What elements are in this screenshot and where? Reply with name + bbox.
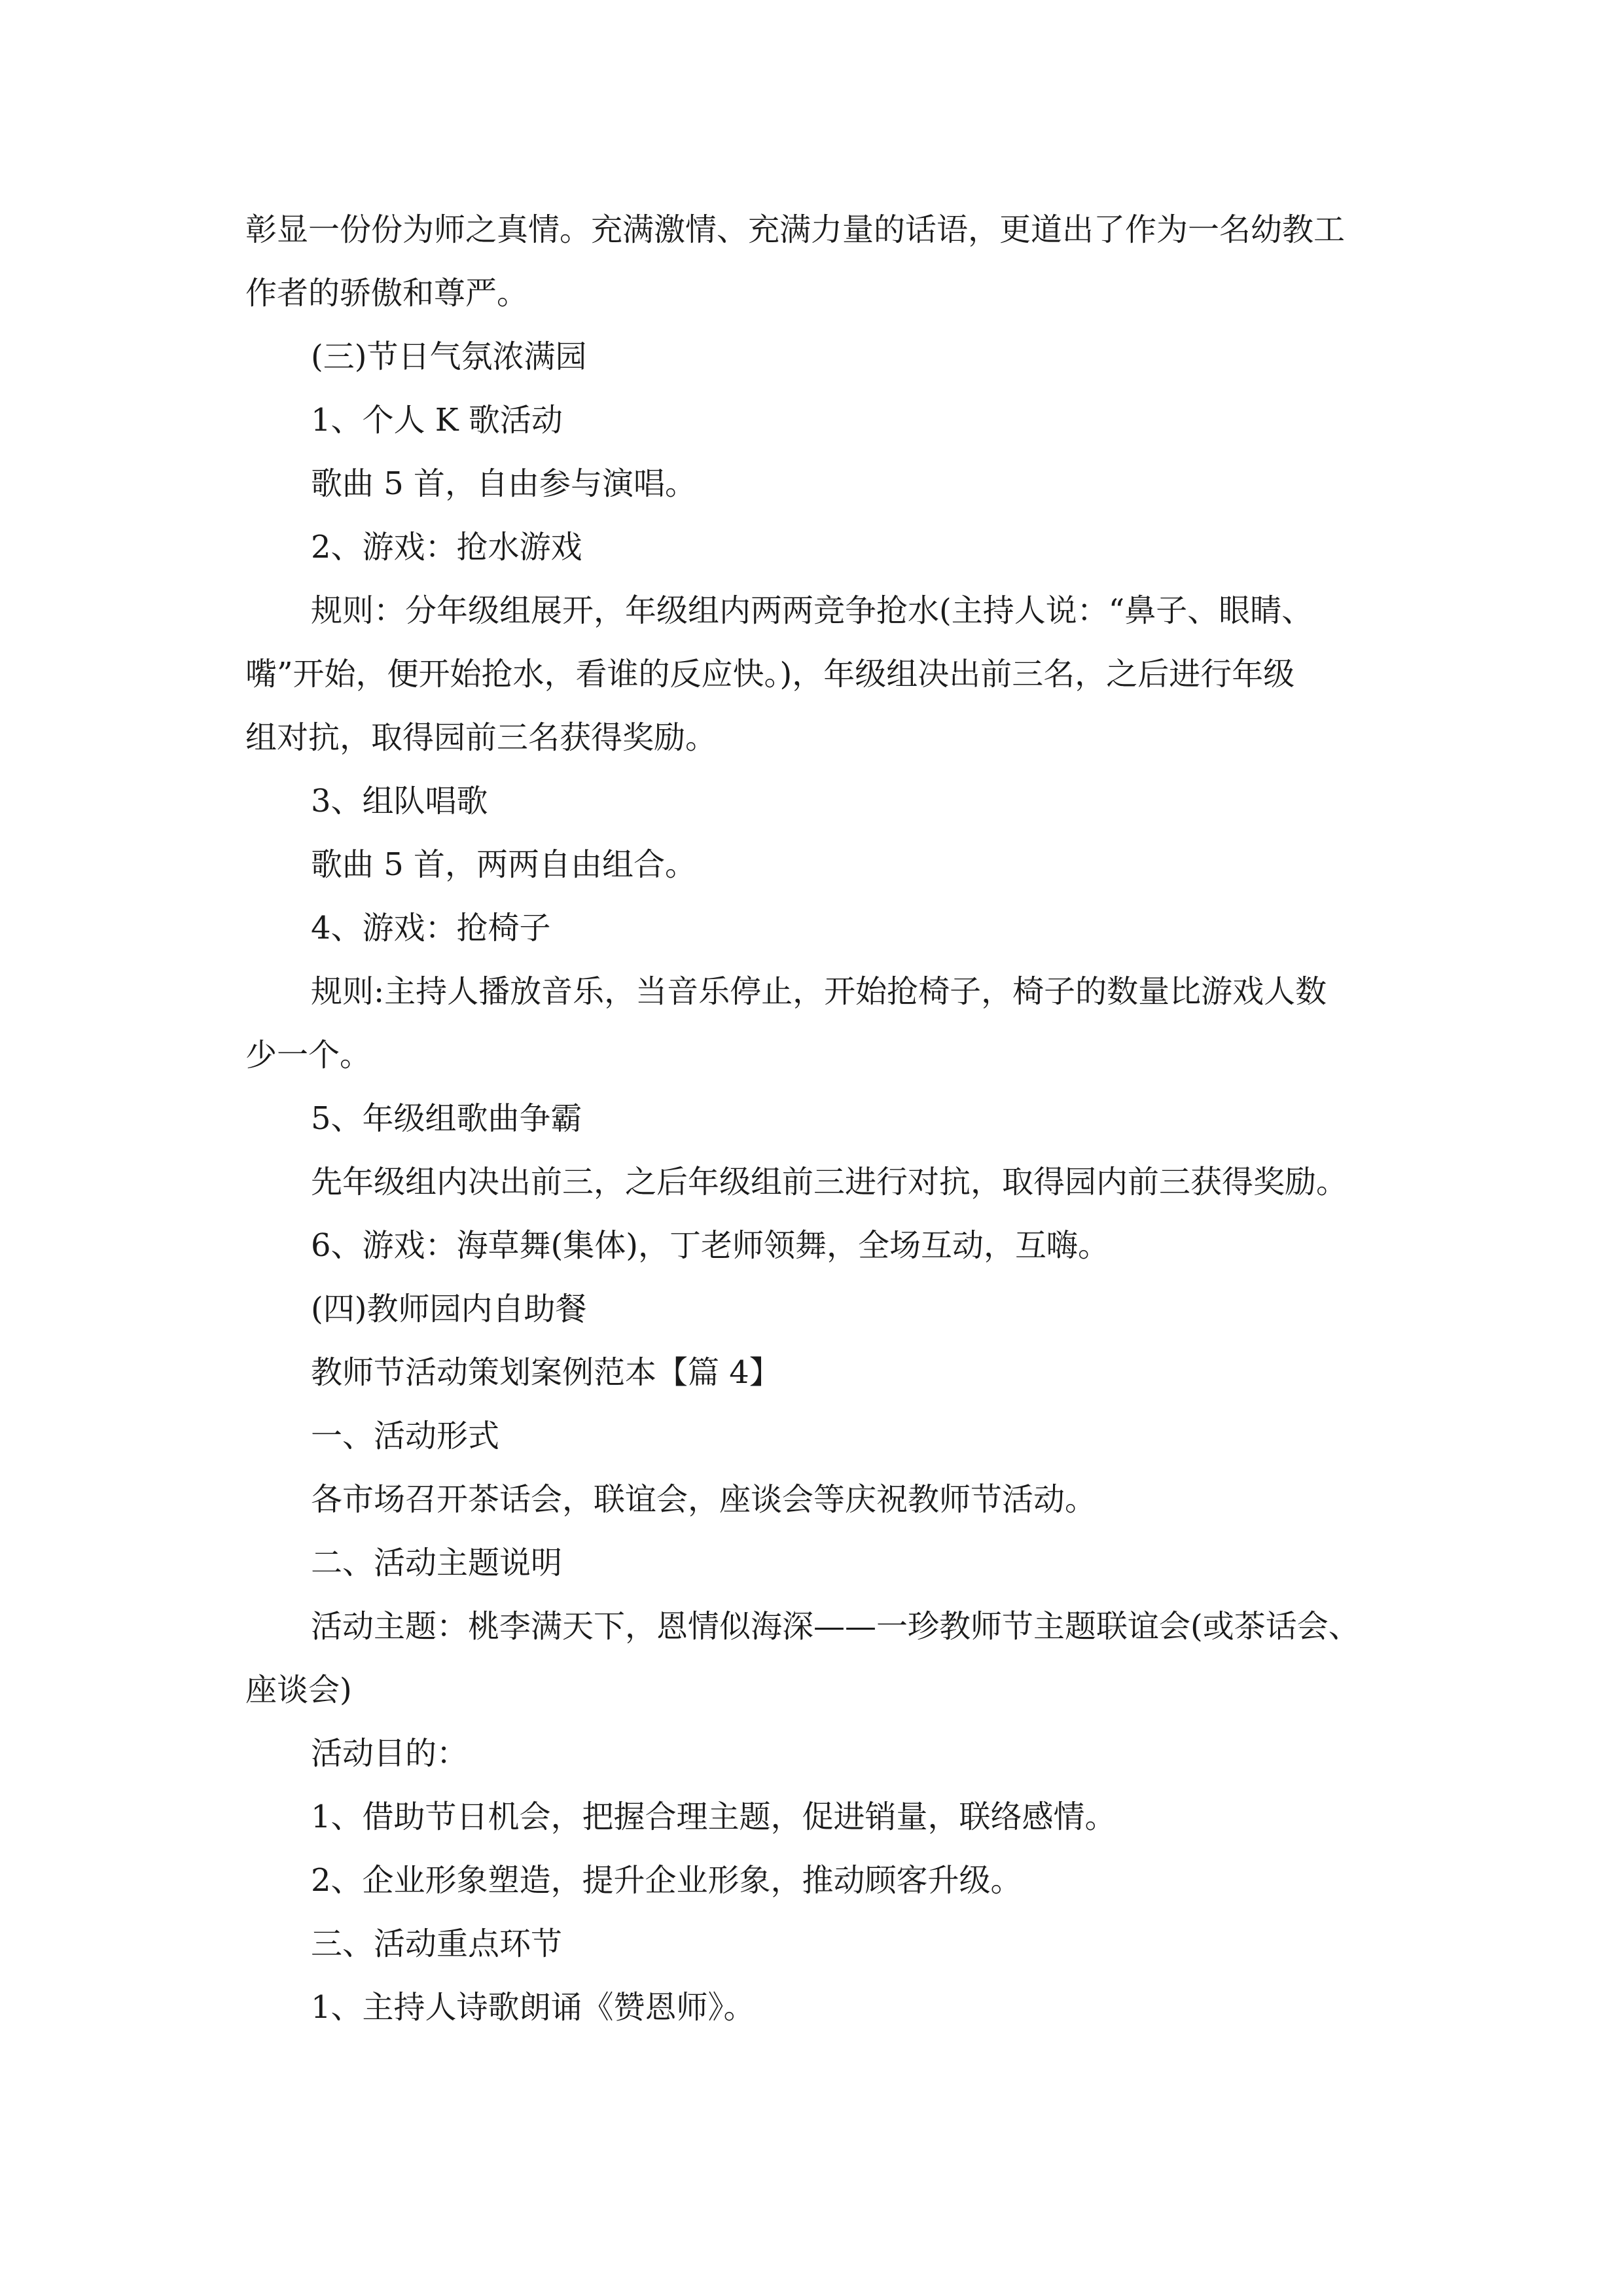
- text-line: 歌曲 5 首，自由参与演唱。: [311, 465, 697, 502]
- text-line: 嘴”开始，便开始抢水，看谁的反应快。)，年级组决出前三名，之后进行年级: [245, 656, 1295, 692]
- text-line: 少一个。: [245, 1037, 372, 1073]
- section-heading: (四)教师园内自助餐: [311, 1291, 587, 1327]
- text-line: 活动目的：: [311, 1735, 469, 1772]
- text-line: 彰显一份份为师之真情。充满激情、充满力量的话语，更道出了作为一名幼教工: [245, 211, 1346, 248]
- text-line: 先年级组内决出前三，之后年级组前三进行对抗，取得园内前三获得奖励。: [311, 1164, 1348, 1200]
- list-item: 3、组队唱歌: [311, 783, 488, 819]
- section-heading: 三、活动重点环节: [311, 1926, 563, 1962]
- section-heading: 一、活动形式: [311, 1418, 500, 1454]
- list-item: 5、年级组歌曲争霸: [311, 1100, 582, 1137]
- text-line: 活动主题：桃李满天下，恩情似海深——一珍教师节主题联谊会(或茶话会、: [311, 1608, 1360, 1645]
- text-line: 各市场召开茶话会，联谊会，座谈会等庆祝教师节活动。: [311, 1481, 1097, 1518]
- section-heading: 二、活动主题说明: [311, 1545, 563, 1581]
- text-line: 座谈会): [245, 1672, 352, 1708]
- list-item: 2、企业形象塑造，提升企业形象，推动顾客升级。: [311, 1862, 1022, 1899]
- text-line: 组对抗，取得园前三名获得奖励。: [245, 719, 717, 756]
- list-item: 1、借助节日机会，把握合理主题，促进销量，联络感情。: [311, 1799, 1116, 1835]
- article-title: 教师节活动策划案例范本【篇 4】: [311, 1354, 781, 1391]
- list-item: 6、游戏：海草舞(集体)，丁老师领舞，全场互动，互嗨。: [311, 1227, 1109, 1264]
- list-item: 2、游戏：抢水游戏: [311, 529, 582, 565]
- text-line: 歌曲 5 首，两两自由组合。: [311, 846, 697, 883]
- list-item: 4、游戏：抢椅子: [311, 910, 551, 946]
- text-line: 作者的骄傲和尊严。: [245, 275, 529, 312]
- text-line: 规则：分年级组展开，年级组内两两竞争抢水(主持人说：“鼻子、眼睛、: [311, 592, 1313, 629]
- section-heading: (三)节日气氛浓满园: [311, 338, 587, 375]
- list-item: 1、个人 K 歌活动: [311, 402, 563, 439]
- list-item: 1、主持人诗歌朗诵《赞恩师》。: [311, 1989, 755, 2026]
- text-line: 规则:主持人播放音乐，当音乐停止，开始抢椅子，椅子的数量比游戏人数: [311, 973, 1327, 1010]
